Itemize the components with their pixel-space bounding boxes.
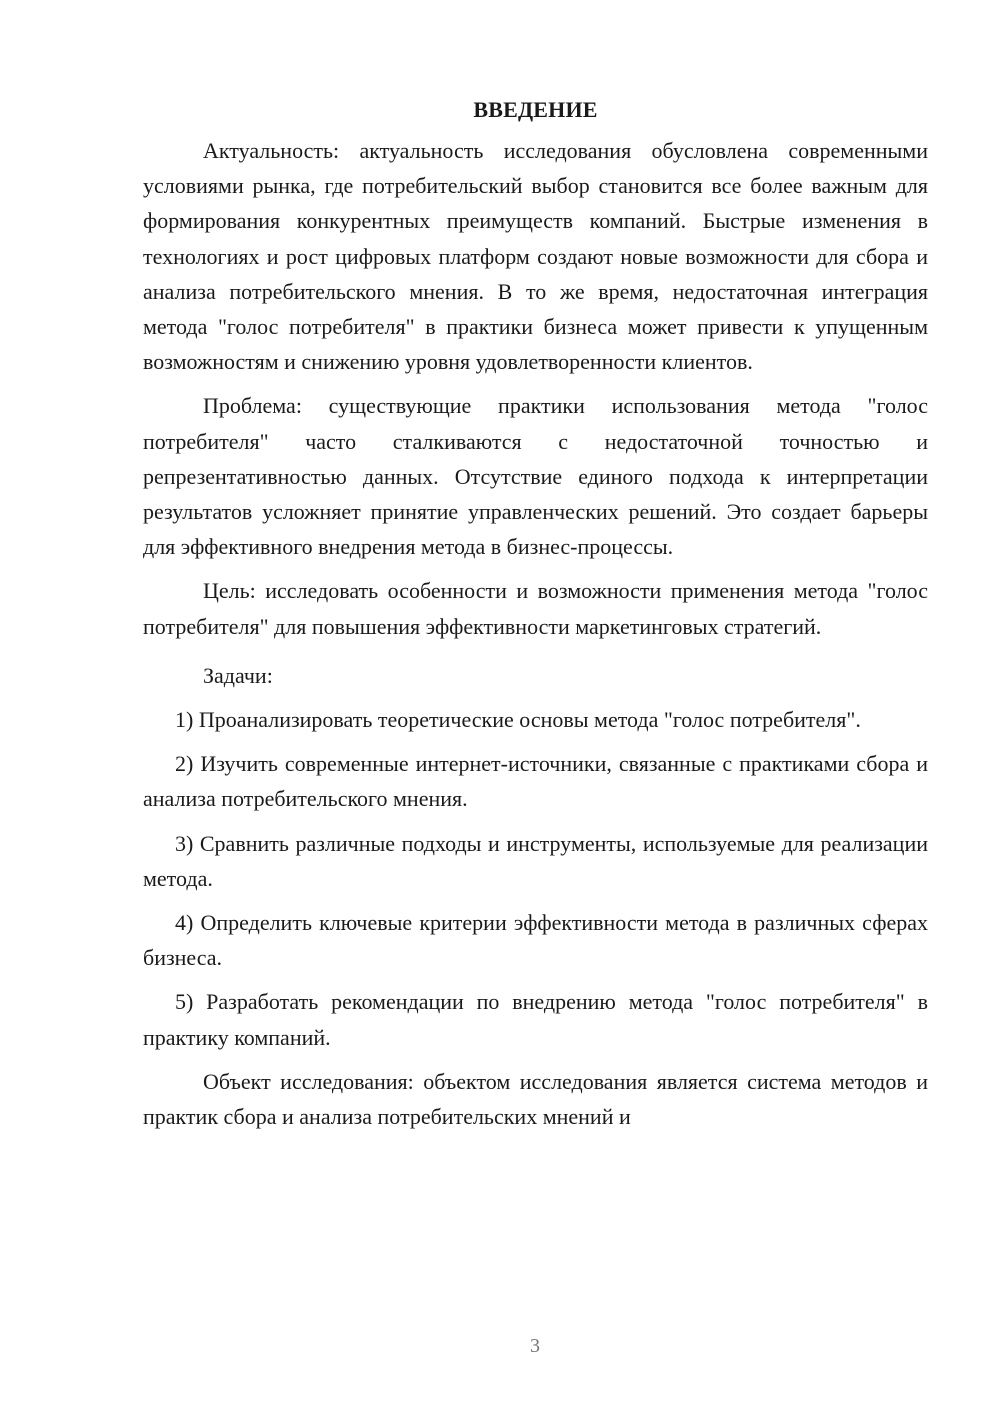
paragraph-goal: Цель: исследовать особенности и возможности применения метода "голос потребителя" для повышения эффективности маркетинговых стратегий. [143, 578, 928, 639]
paragraph-problem: Проблема: существующие практики использования метода "голос потребителя" часто сталкиваются с недостаточной точностью и репрезентативностью данных. Отсутствие единого подхода к интерпретации результатов усложняет принятие управленческих решений. Это создает барьеры для эффективного внедрения метода в бизнес-процессы. [143, 393, 928, 560]
task-item-2: 2) Изучить современные интернет-источники, связанные с практиками сбора и анализа потребительского мнения. [143, 751, 928, 812]
task-item-5: 5) Разработать рекомендации по внедрению метода "голос потребителя" в практику компаний. [143, 989, 928, 1050]
task-item-4: 4) Определить ключевые критерии эффективности метода в различных сферах бизнеса. [143, 910, 928, 971]
page-number: 3 [530, 1335, 540, 1357]
paragraph-relevance: Актуальность: актуальность исследования обусловлена современными условиями рынка, где потребительский выбор становится все более важным для формирования конкурентных преимуществ компаний. Быстрые изменения в технологиях и рост цифровых платформ создают новые возможности для сбора и анализа потребительского мнения. В то же время, недостаточная интеграция метода "голос потребителя" в практики бизнеса может привести к упущенным возможностям и снижению уровня удовлетворенности клиентов. [143, 138, 928, 375]
task-item-1: 1) Проанализировать теоретические основы метода "голос потребителя". [175, 707, 861, 733]
paragraph-tasks-title: Задачи: [203, 662, 273, 688]
section-heading: ВВЕДЕНИЕ [473, 97, 598, 122]
paragraph-object: Объект исследования: объектом исследования является система методов и практик сбора и анализа потребительских мнений и [143, 1068, 928, 1130]
page-content [143, 95, 928, 1134]
task-item-3: 3) Сравнить различные подходы и инструменты, используемые для реализации метода. [143, 830, 928, 891]
